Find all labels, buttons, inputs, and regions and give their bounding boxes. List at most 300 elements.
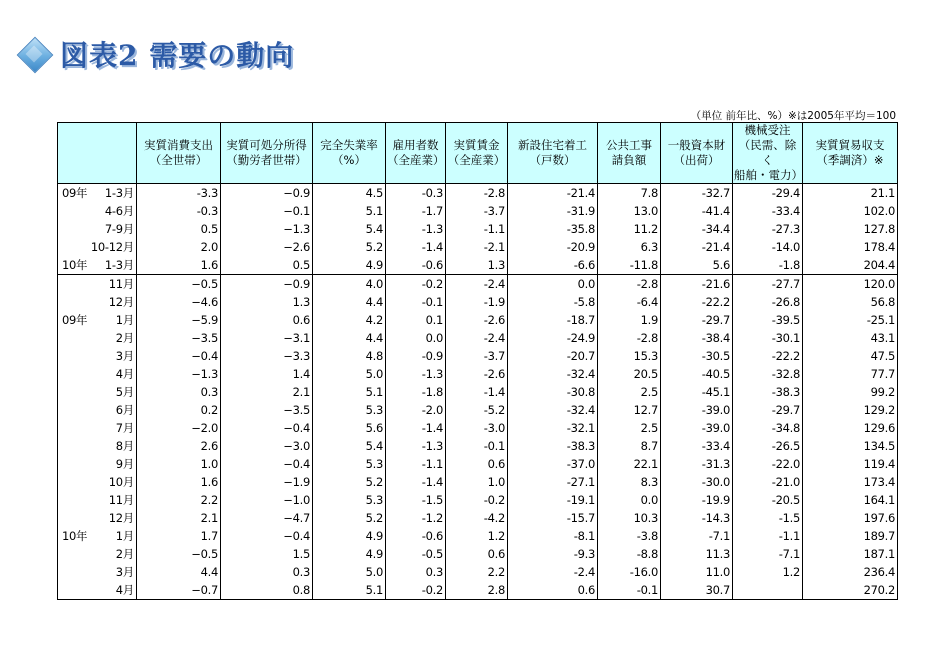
table-cell: 5.3 — [313, 401, 386, 419]
table-cell: −0.4 — [221, 527, 313, 545]
column-header-line1: 実質貿易収支 — [815, 138, 885, 152]
table-cell: −3.3 — [221, 347, 313, 365]
table-cell: 21.1 — [803, 184, 898, 203]
table-cell: -1.1 — [733, 527, 803, 545]
table-cell: -21.0 — [733, 473, 803, 491]
row-period: 10-12月 — [90, 240, 134, 254]
table-cell: -26.8 — [733, 293, 803, 311]
table-cell: −0.4 — [221, 455, 313, 473]
table-cell: 0.6 — [221, 311, 313, 329]
table-cell: -2.4 — [508, 563, 598, 581]
table-cell: 5.1 — [313, 383, 386, 401]
table-row — [58, 365, 898, 383]
table-cell: 10.3 — [598, 509, 661, 527]
table-cell: -39.0 — [661, 419, 733, 437]
table-cell: -19.9 — [661, 491, 733, 509]
table-cell: -1.7 — [386, 202, 446, 220]
table-cell: 187.1 — [803, 545, 898, 563]
row-period: 12月 — [108, 511, 134, 525]
table-cell: -34.4 — [661, 220, 733, 238]
table-cell: -32.4 — [508, 365, 598, 383]
row-period: 11月 — [108, 277, 134, 291]
table-cell: 8.3 — [598, 473, 661, 491]
table-cell: 13.0 — [598, 202, 661, 220]
table-cell: -30.8 — [508, 383, 598, 401]
table-cell: -5.8 — [508, 293, 598, 311]
row-period: 4月 — [115, 367, 134, 381]
table-cell: -30.0 — [661, 473, 733, 491]
table-cell: -21.4 — [661, 238, 733, 256]
table-cell: 1.0 — [446, 473, 508, 491]
table-cell: -32.1 — [508, 419, 598, 437]
table-cell: -5.2 — [446, 401, 508, 419]
table-cell: 5.0 — [313, 563, 386, 581]
table-cell: 173.4 — [803, 473, 898, 491]
table-row — [58, 256, 898, 275]
table-cell: -38.3 — [508, 437, 598, 455]
table-row — [58, 347, 898, 365]
table-cell: -14.3 — [661, 509, 733, 527]
table-cell: 2.1 — [137, 509, 221, 527]
table-cell: −0.9 — [221, 184, 313, 203]
table-cell: 1.4 — [221, 365, 313, 383]
table-cell: -1.4 — [446, 383, 508, 401]
table-cell: -40.5 — [661, 365, 733, 383]
table-cell: −1.3 — [221, 220, 313, 238]
row-label — [58, 419, 137, 437]
table-cell: −0.5 — [137, 275, 221, 294]
table-cell: 4.4 — [137, 563, 221, 581]
row-period: 3月 — [115, 349, 134, 363]
table-row — [58, 437, 898, 455]
table-cell: 11.0 — [661, 563, 733, 581]
column-header — [386, 123, 446, 184]
table-cell: -27.7 — [733, 275, 803, 294]
table-cell: 1.7 — [137, 527, 221, 545]
table-row — [58, 545, 898, 563]
table-cell: -7.1 — [733, 545, 803, 563]
table-cell: 8.7 — [598, 437, 661, 455]
table-cell: 127.8 — [803, 220, 898, 238]
row-period: 8月 — [115, 439, 134, 453]
table-cell: -20.9 — [508, 238, 598, 256]
table-cell: -27.3 — [733, 220, 803, 238]
table-cell: 119.4 — [803, 455, 898, 473]
table-cell: -2.1 — [446, 238, 508, 256]
column-header-line2: （季調済）※ — [816, 153, 884, 167]
table-cell: -33.4 — [661, 437, 733, 455]
table-cell: -3.7 — [446, 202, 508, 220]
table-cell: -0.1 — [598, 581, 661, 600]
table-cell: 5.3 — [313, 491, 386, 509]
table-cell: 4.9 — [313, 545, 386, 563]
table-cell: 5.2 — [313, 238, 386, 256]
table-cell: 4.5 — [313, 184, 386, 203]
table-row — [58, 563, 898, 581]
table-cell: 12.7 — [598, 401, 661, 419]
table-row — [58, 527, 898, 545]
table-row — [58, 581, 898, 600]
column-header-line2: （全産業） — [387, 153, 445, 167]
row-label — [58, 220, 137, 238]
column-header — [137, 123, 221, 184]
table-cell: −2.6 — [221, 238, 313, 256]
table-cell: 178.4 — [803, 238, 898, 256]
table-cell: 20.5 — [598, 365, 661, 383]
column-header — [313, 123, 386, 184]
table-cell: 5.3 — [313, 455, 386, 473]
row-period: 12月 — [108, 295, 134, 309]
table-cell: 5.4 — [313, 437, 386, 455]
table-cell: 2.5 — [598, 419, 661, 437]
table-row — [58, 220, 898, 238]
table-cell: -0.2 — [386, 275, 446, 294]
table-cell: 134.5 — [803, 437, 898, 455]
table-cell: -21.4 — [508, 184, 598, 203]
table-cell: -24.9 — [508, 329, 598, 347]
column-header-line2: （出荷） — [673, 153, 720, 167]
table-row — [58, 275, 898, 294]
row-label — [58, 401, 137, 419]
column-header-line2: 請負額 — [611, 153, 647, 167]
row-label — [58, 275, 137, 294]
row-label — [58, 202, 137, 220]
table-cell: -2.8 — [598, 275, 661, 294]
table-cell: -0.9 — [386, 347, 446, 365]
table-cell: −0.1 — [221, 202, 313, 220]
row-label — [58, 383, 137, 401]
table-cell: 5.2 — [313, 509, 386, 527]
table-cell: 2.2 — [137, 491, 221, 509]
table-cell: -38.4 — [661, 329, 733, 347]
column-header — [733, 123, 803, 184]
table-cell: -30.5 — [661, 347, 733, 365]
table-cell: -37.0 — [508, 455, 598, 473]
table-cell: 2.1 — [221, 383, 313, 401]
column-header — [661, 123, 733, 184]
table-cell: 204.4 — [803, 256, 898, 275]
table-row — [58, 491, 898, 509]
table-cell: -7.1 — [661, 527, 733, 545]
table-body — [58, 184, 898, 600]
table-row — [58, 184, 898, 203]
table-cell: -22.0 — [733, 455, 803, 473]
table-cell: 102.0 — [803, 202, 898, 220]
table-cell: 4.2 — [313, 311, 386, 329]
row-period: 1月 — [115, 529, 134, 543]
column-header — [446, 123, 508, 184]
table-cell: 270.2 — [803, 581, 898, 600]
row-label — [58, 293, 137, 311]
table-cell: 0.8 — [221, 581, 313, 600]
table-cell: 47.5 — [803, 347, 898, 365]
table-cell: -0.2 — [446, 491, 508, 509]
row-year: 10年 — [62, 529, 88, 543]
table-cell: 2.6 — [137, 437, 221, 455]
table-cell: -20.5 — [733, 491, 803, 509]
table-cell: 5.0 — [313, 365, 386, 383]
row-period: 2月 — [115, 331, 134, 345]
column-header-line1: 実質消費支出 — [144, 138, 213, 152]
column-header-line1: 実質可処分所得 — [226, 138, 307, 152]
header-period — [58, 123, 137, 184]
table-cell: 0.6 — [446, 545, 508, 563]
table-cell: 189.7 — [803, 527, 898, 545]
table-cell: -2.8 — [446, 184, 508, 203]
row-period: 1-3月 — [104, 186, 134, 200]
table-cell: −3.5 — [221, 401, 313, 419]
table-cell: 4.9 — [313, 527, 386, 545]
table-cell: -14.0 — [733, 238, 803, 256]
row-label — [58, 365, 137, 383]
table-cell: -35.8 — [508, 220, 598, 238]
row-label — [58, 455, 137, 473]
row-label — [58, 509, 137, 527]
row-label — [58, 473, 137, 491]
table-cell: 0.0 — [598, 491, 661, 509]
table-cell: -2.8 — [598, 329, 661, 347]
table-cell: -0.3 — [137, 202, 221, 220]
table-cell: -32.4 — [508, 401, 598, 419]
table-cell: 164.1 — [803, 491, 898, 509]
table-cell: -1.5 — [733, 509, 803, 527]
table-cell: -2.0 — [386, 401, 446, 419]
table-cell: 5.1 — [313, 581, 386, 600]
table-cell: -3.0 — [446, 419, 508, 437]
table-cell: 0.3 — [137, 383, 221, 401]
table-cell: −1.9 — [221, 473, 313, 491]
table-cell: -4.2 — [446, 509, 508, 527]
table-cell: 236.4 — [803, 563, 898, 581]
table-cell: 4.9 — [313, 256, 386, 275]
page-title-bar — [14, 34, 294, 74]
table-cell: -15.7 — [508, 509, 598, 527]
table-cell: -0.6 — [386, 256, 446, 275]
row-label — [58, 256, 137, 275]
row-period: 4-6月 — [104, 204, 134, 218]
table-cell: 4.8 — [313, 347, 386, 365]
table-cell: 2.0 — [137, 238, 221, 256]
table-cell: -29.7 — [661, 311, 733, 329]
table-cell: 15.3 — [598, 347, 661, 365]
row-period: 4月 — [115, 583, 134, 597]
row-period: 3月 — [115, 565, 134, 579]
table-cell: 56.8 — [803, 293, 898, 311]
table-cell: -32.7 — [661, 184, 733, 203]
table-cell: -19.1 — [508, 491, 598, 509]
row-label — [58, 563, 137, 581]
table-cell: 4.4 — [313, 329, 386, 347]
table-cell: 5.1 — [313, 202, 386, 220]
table-cell: -1.1 — [386, 455, 446, 473]
table-cell: -20.7 — [508, 347, 598, 365]
table-cell: −0.4 — [221, 419, 313, 437]
table-row — [58, 293, 898, 311]
table-cell: -34.8 — [733, 419, 803, 437]
table-cell: 43.1 — [803, 329, 898, 347]
table-cell: 5.6 — [661, 256, 733, 275]
row-year: 10年 — [62, 258, 88, 272]
table-cell: -45.1 — [661, 383, 733, 401]
table-cell: 1.5 — [221, 545, 313, 563]
table-cell: 197.6 — [803, 509, 898, 527]
row-label — [58, 527, 137, 545]
column-header-line1: 公共工事 — [606, 138, 652, 152]
row-period: 7-9月 — [104, 222, 134, 236]
table-cell: -39.0 — [661, 401, 733, 419]
table-cell: -11.8 — [598, 256, 661, 275]
column-header-line1: 新設住宅着工 — [518, 138, 587, 152]
table-cell: −4.6 — [137, 293, 221, 311]
column-header-line1: 実質賃金 — [453, 138, 500, 152]
table-cell: 0.1 — [386, 311, 446, 329]
row-label — [58, 184, 137, 203]
table-cell: -27.1 — [508, 473, 598, 491]
table-cell: -1.4 — [386, 419, 446, 437]
table-cell: 5.6 — [313, 419, 386, 437]
table-row — [58, 419, 898, 437]
table-cell: −0.4 — [137, 347, 221, 365]
column-header-line2: （%） — [332, 153, 366, 167]
table-cell: -3.7 — [446, 347, 508, 365]
table-cell: -18.7 — [508, 311, 598, 329]
table-cell: -31.3 — [661, 455, 733, 473]
table-cell: 129.2 — [803, 401, 898, 419]
table-cell: 4.0 — [313, 275, 386, 294]
column-header-line2: （戸数） — [529, 153, 576, 167]
table-cell: 2.5 — [598, 383, 661, 401]
column-header-line1: 一般資本財 — [667, 138, 726, 152]
table-cell: 0.2 — [137, 401, 221, 419]
table-cell: -1.3 — [386, 437, 446, 455]
table-cell: 1.2 — [446, 527, 508, 545]
row-year: 09年 — [62, 186, 88, 200]
column-header-line1: 完全失業率 — [320, 138, 378, 152]
table-cell: 11.2 — [598, 220, 661, 238]
table-cell: −2.0 — [137, 419, 221, 437]
table-cell: -8.8 — [598, 545, 661, 563]
table-cell: -0.1 — [446, 437, 508, 455]
table-cell: -33.4 — [733, 202, 803, 220]
column-header-line2: （全産業） — [447, 153, 506, 167]
table-cell: 1.6 — [137, 256, 221, 275]
table-cell: -29.4 — [733, 184, 803, 203]
row-year: 09年 — [62, 313, 88, 327]
table-cell: 99.2 — [803, 383, 898, 401]
table-cell: 1.6 — [137, 473, 221, 491]
table-cell: -0.6 — [386, 527, 446, 545]
table-cell: 7.8 — [598, 184, 661, 203]
table-cell: -22.2 — [661, 293, 733, 311]
row-period: 7月 — [115, 421, 134, 435]
table-cell: 0.3 — [221, 563, 313, 581]
row-label — [58, 581, 137, 600]
table-cell: -2.4 — [446, 275, 508, 294]
table-cell: 0.0 — [386, 329, 446, 347]
table-cell: -41.4 — [661, 202, 733, 220]
row-period: 1月 — [115, 313, 134, 327]
column-header — [221, 123, 313, 184]
table-cell: -1.2 — [386, 509, 446, 527]
table-cell: -2.4 — [446, 329, 508, 347]
column-header-line1: 機械受注 — [744, 123, 791, 137]
column-header-line3: 船舶・電力） — [734, 168, 803, 182]
table-cell: -1.4 — [386, 238, 446, 256]
column-header-line2: （全世帯） — [149, 153, 208, 167]
row-period: 1-3月 — [104, 258, 134, 272]
table-cell: −1.0 — [221, 491, 313, 509]
table-cell: -26.5 — [733, 437, 803, 455]
row-period: 11月 — [108, 493, 134, 507]
table-cell: 5.4 — [313, 220, 386, 238]
table-cell: −3.1 — [221, 329, 313, 347]
table-cell: -22.2 — [733, 347, 803, 365]
table-row — [58, 311, 898, 329]
table-cell: 0.0 — [508, 275, 598, 294]
table-cell: 1.9 — [598, 311, 661, 329]
column-header — [598, 123, 661, 184]
table-cell: 6.3 — [598, 238, 661, 256]
column-header — [508, 123, 598, 184]
column-header — [803, 123, 898, 184]
row-label — [58, 329, 137, 347]
table-cell: -6.4 — [598, 293, 661, 311]
unit-note: （単位 前年比、%）※は2005年平均＝100 — [690, 110, 896, 122]
table-cell: −5.9 — [137, 311, 221, 329]
table-cell: −0.7 — [137, 581, 221, 600]
column-header-line2: （勤労者世帯） — [226, 153, 307, 167]
table-cell: -8.1 — [508, 527, 598, 545]
table-cell: -0.5 — [386, 545, 446, 563]
table-cell: -1.4 — [386, 473, 446, 491]
row-label — [58, 311, 137, 329]
row-period: 10月 — [108, 475, 134, 489]
table-row — [58, 455, 898, 473]
table-cell: -39.5 — [733, 311, 803, 329]
table-cell: -1.8 — [733, 256, 803, 275]
table-cell: -1.9 — [446, 293, 508, 311]
table-row — [58, 238, 898, 256]
page-title: 図表2 需要の動向 — [60, 39, 295, 72]
table-cell: -2.6 — [446, 311, 508, 329]
table-cell: 0.6 — [508, 581, 598, 600]
table-cell: −3.0 — [221, 437, 313, 455]
row-label — [58, 437, 137, 455]
table-cell: -16.0 — [598, 563, 661, 581]
table-row — [58, 401, 898, 419]
table-cell: -1.5 — [386, 491, 446, 509]
table-cell: −3.5 — [137, 329, 221, 347]
table-cell: -1.3 — [386, 220, 446, 238]
table-cell: -30.1 — [733, 329, 803, 347]
table-cell: 1.2 — [733, 563, 803, 581]
table-cell: -25.1 — [803, 311, 898, 329]
table-cell: -29.7 — [733, 401, 803, 419]
table-cell: -31.9 — [508, 202, 598, 220]
table-cell: -9.3 — [508, 545, 598, 563]
row-period: 5月 — [115, 385, 134, 399]
table-cell: 11.3 — [661, 545, 733, 563]
table-cell: -0.1 — [386, 293, 446, 311]
table-cell: 120.0 — [803, 275, 898, 294]
table-row — [58, 329, 898, 347]
table-cell: 0.6 — [446, 455, 508, 473]
table-cell: -2.6 — [446, 365, 508, 383]
table-cell: -32.8 — [733, 365, 803, 383]
table-cell: 2.2 — [446, 563, 508, 581]
row-label — [58, 491, 137, 509]
row-period: 2月 — [115, 547, 134, 561]
